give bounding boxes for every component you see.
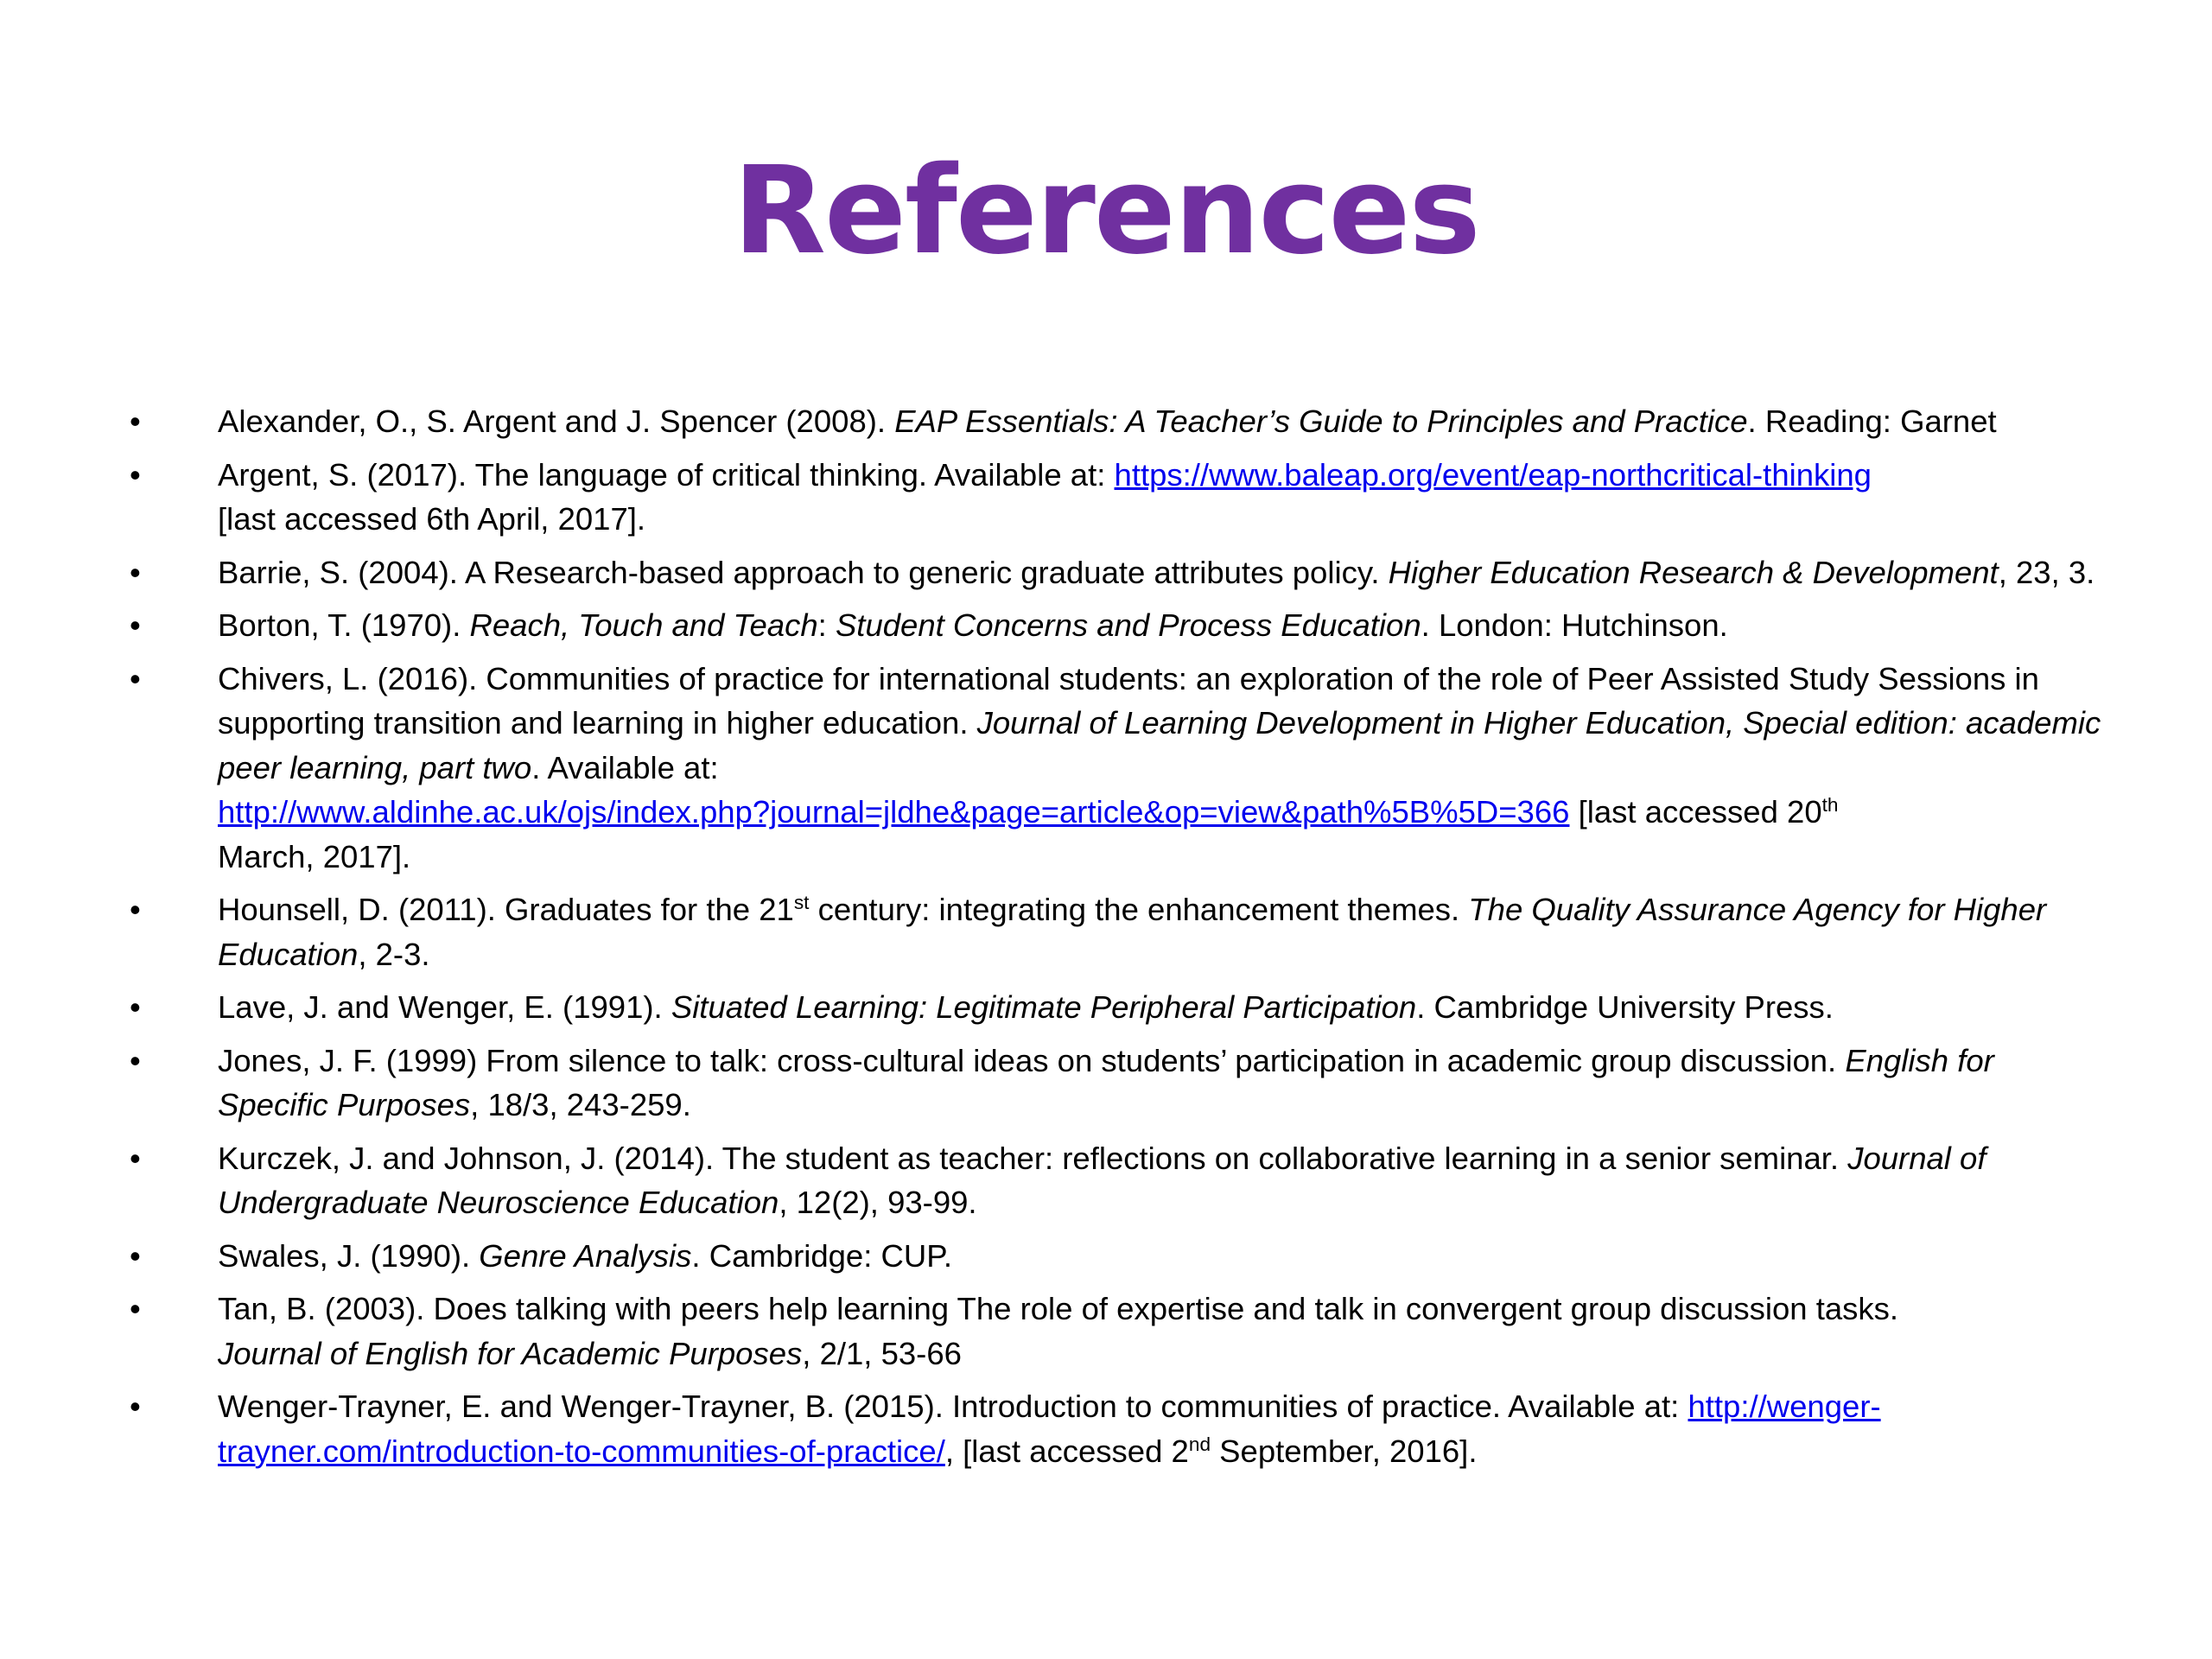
ref-superscript: nd [1188, 1433, 1211, 1455]
ref-text: , 23, 3. [1998, 554, 2095, 590]
ref-text: Kurczek, J. and Johnson, J. (2014). The student as teacher: reflections on collaborative learning in a senior seminar. [218, 1140, 1848, 1176]
list-item [130, 887, 2108, 976]
ref-text: : [817, 607, 836, 643]
ref-title: EAP Essentials: A Teacher’s Guide to Principles and Practice [894, 404, 1748, 439]
ref-text: . London: Hutchinson. [1421, 607, 1728, 643]
ref-text: September, 2016]. [1211, 1433, 1478, 1469]
ref-text: , 2-3. [358, 936, 430, 972]
ref-title: Journal of English for Academic Purposes [218, 1335, 803, 1371]
list-item [130, 1136, 2108, 1225]
list-item [130, 399, 2108, 444]
ref-text: Hounsell, D. (2011). Graduates for the 21 [218, 892, 794, 927]
ref-text: Chivers, L. (2016). Communities of practice for international students: an exploration of the role of Peer Assisted Study Sessions in supporting transition and learning in higher education. [218, 660, 2039, 741]
bullet-icon: • [130, 1291, 141, 1326]
ref-text: . Available at: [531, 749, 719, 785]
bullet-icon: • [130, 1042, 141, 1078]
ref-superscript: th [1821, 793, 1839, 816]
bullet-icon: • [130, 989, 141, 1025]
bullet-icon: • [130, 1389, 141, 1424]
reference-list [130, 399, 2108, 1482]
ref-text: Jones, J. F. (1999) From silence to talk: cross-cultural ideas on students’ participation in academic group discussion. [218, 1042, 1846, 1078]
bullet-icon: • [130, 607, 141, 643]
ref-text: . Cambridge: CUP. [691, 1237, 953, 1274]
ref-link[interactable]: http://www.aldinhe.ac.uk/ojs/index.php?journal=jldhe&page=article&op=view&path%5B%5D=366 [218, 794, 1570, 830]
page-title: References [733, 141, 1479, 282]
ref-text: , 18/3, 243-259. [470, 1087, 691, 1122]
ref-text: Argent, S. (2017). The language of critical thinking. Available at: [218, 456, 1115, 493]
ref-title: Student Concerns and Process Education [835, 607, 1421, 643]
ref-title: Genre Analysis [479, 1237, 692, 1274]
ref-superscript: st [793, 891, 810, 913]
ref-title: The Quality Assurance Agency for Higher Education [218, 892, 2047, 972]
list-item [130, 550, 2108, 595]
ref-title: Journal of Learning Development in Higher Education, Special edition: academic peer learning, part two [218, 705, 2101, 785]
list-item [130, 603, 2108, 648]
ref-text: , 2/1, 53-66 [802, 1335, 962, 1371]
ref-text: Alexander, O., S. Argent and J. Spencer (2008). [218, 404, 895, 439]
bullet-icon: • [130, 456, 141, 493]
list-item [130, 453, 2108, 542]
ref-title: Reach, Touch and Teach [469, 607, 818, 643]
ref-text: . Cambridge University Press. [1416, 989, 1834, 1025]
ref-text: [last accessed 20 [1569, 794, 1822, 830]
bullet-icon: • [130, 554, 141, 590]
list-item [130, 1384, 2108, 1473]
ref-text: Wenger-Trayner, E. and Wenger-Trayner, B. (2015). Introduction to communities of practice. Available at: [218, 1389, 1688, 1424]
bullet-icon: • [130, 1140, 141, 1176]
list-item [130, 985, 2108, 1030]
ref-text: Borton, T. (1970). [218, 607, 470, 643]
list-item [130, 1039, 2108, 1128]
ref-text: , [last accessed 2 [944, 1433, 1189, 1469]
ref-link[interactable]: http://wenger-trayner.com/introduction-to-communities-of-practice/ [218, 1389, 1881, 1469]
ref-title: Higher Education Research & Development [1388, 554, 1999, 590]
ref-text: Lave, J. and Wenger, E. (1991). [218, 989, 671, 1025]
ref-text: century: integrating the enhancement themes. [809, 892, 1469, 927]
bullet-icon: • [130, 1237, 141, 1274]
list-item [130, 657, 2108, 880]
ref-link[interactable]: https://www.baleap.org/event/eap-northcritical-thinking [1114, 456, 1872, 493]
ref-text: Tan, B. (2003). Does talking with peers help learning The role of expertise and talk in convergent group discussion tasks. [218, 1291, 1899, 1326]
ref-title: English for Specific Purposes [218, 1042, 1994, 1122]
bullet-icon: • [130, 660, 141, 696]
ref-text: Barrie, S. (2004). A Research-based approach to generic graduate attributes policy. [218, 554, 1389, 590]
ref-text: March, 2017]. [218, 838, 411, 874]
ref-text: . Reading: Garnet [1747, 404, 1997, 439]
list-item [130, 1234, 2108, 1279]
ref-text: [last accessed 6th April, 2017]. [218, 501, 646, 537]
ref-title: Journal of Undergraduate Neuroscience Education [218, 1140, 1986, 1220]
list-item [130, 1287, 2108, 1376]
ref-title: Situated Learning: Legitimate Peripheral Participation [671, 989, 1417, 1025]
ref-text: Swales, J. (1990). [218, 1237, 480, 1274]
bullet-icon: • [130, 892, 141, 927]
bullet-icon: • [130, 404, 141, 439]
ref-text: , 12(2), 93-99. [779, 1185, 977, 1220]
